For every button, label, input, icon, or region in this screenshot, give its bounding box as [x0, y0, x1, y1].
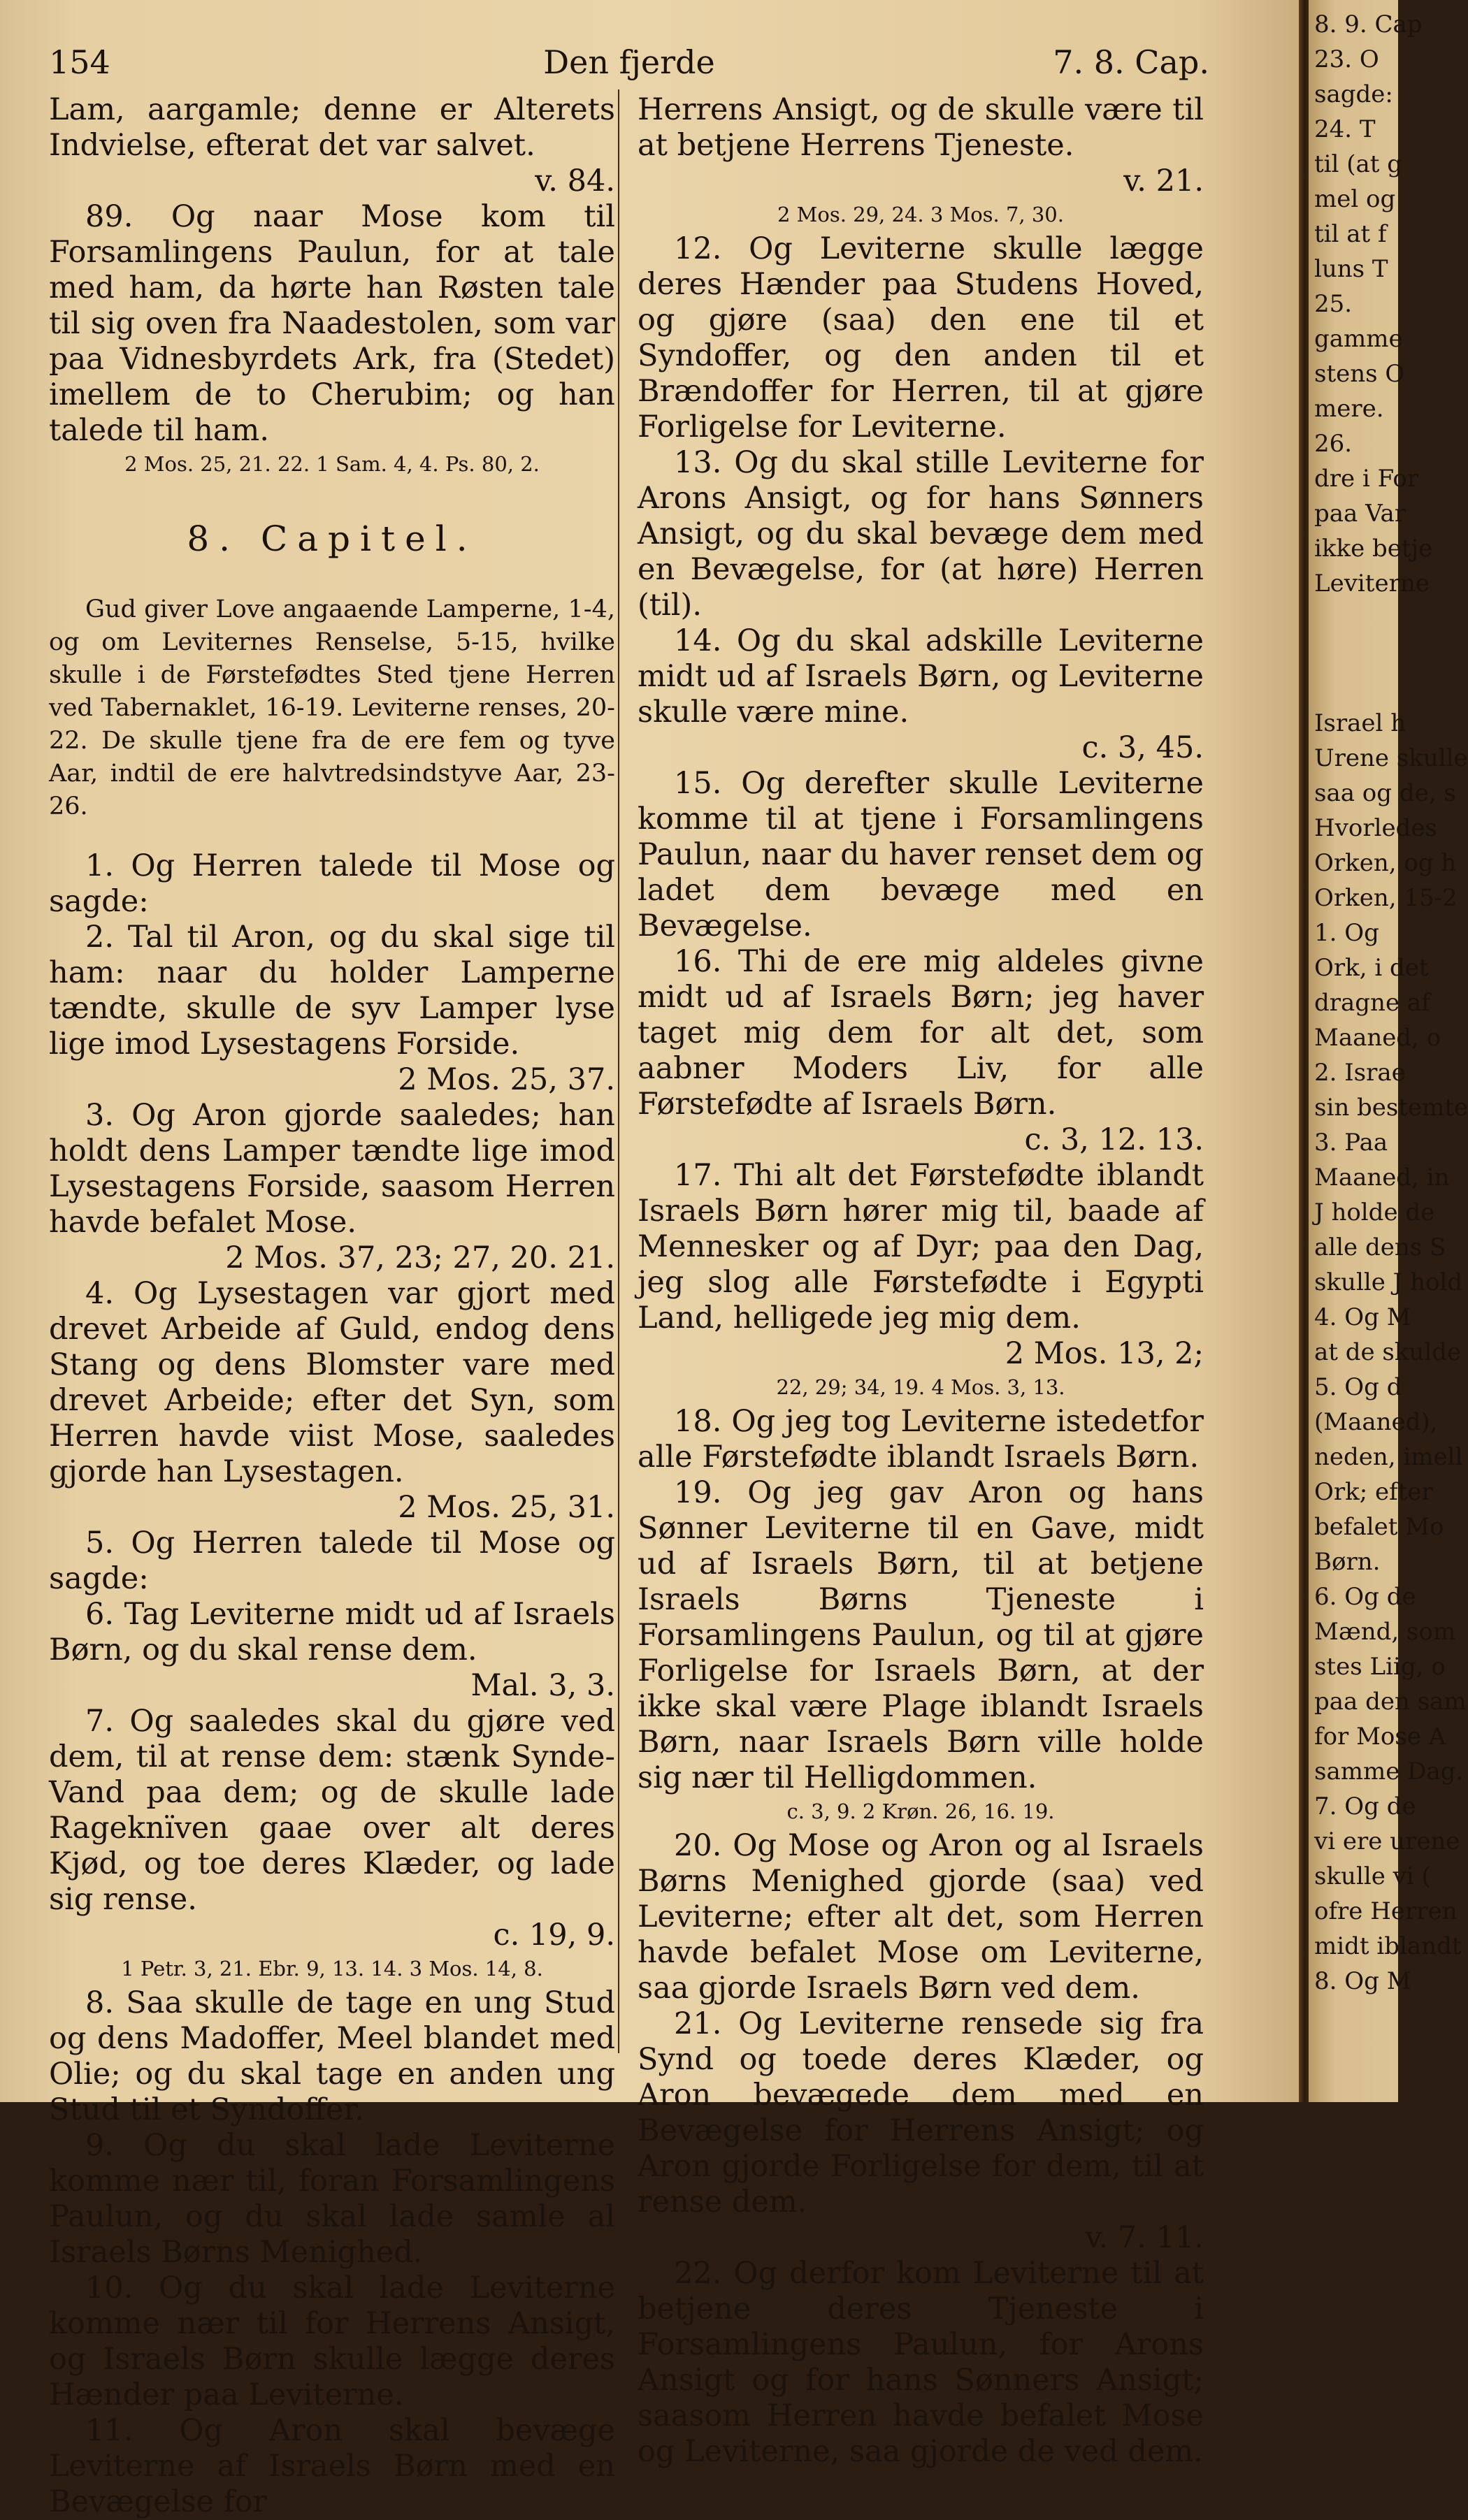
facing-page-line: midt iblandt [1314, 1932, 1462, 1960]
facing-page-line: paa Var [1314, 500, 1406, 528]
facing-page-line: stens O [1314, 360, 1405, 388]
verse-list [49, 1985, 615, 2520]
verse-text: 5. Og Herren talede til Mose og sagde: [49, 1526, 615, 1596]
verse-text: 2. Tal til Aron, og du skal sige til ham: naar du holder Lamperne tændte, skulle de syv Lamper lyse lige imod Lysestagens Forside. [49, 920, 615, 1062]
footnote-references: 2 Mos. 29, 24. 3 Mos. 7, 30. [777, 203, 1064, 226]
verse [49, 1704, 615, 1953]
verse-text: 6. Tag Leviterne midt ud af Israels Børn, og du skal rense dem. [49, 1597, 615, 1667]
verse [638, 1475, 1204, 1796]
facing-page-line: til (at g [1314, 150, 1402, 178]
facing-page-line: mere. [1314, 395, 1384, 423]
verse-list [638, 1828, 1204, 2470]
verse-text: 7. Og saaledes skal du gjøre ved dem, til at rense dem: stænk Synde-Vand paa dem; og de skulle lade Rageknïven gaae over alt deres Kjød, og toe deres Klæder, og lade sig rense. [49, 1704, 615, 1917]
verse-text: 12. Og Leviterne skulle lægge deres Hænder paa Studens Hoved, og gjøre (saa) den ene til et Syndoffer, og den anden til et Brændoffer for Herren, til at gjøre Forligelse for Leviterne. [638, 231, 1204, 444]
facing-page-line: Urene skulle [1314, 744, 1468, 772]
facing-page-line: 2. Israe [1314, 1059, 1406, 1087]
verse-text: 9. Og du skal lade Leviterne komme nær til, foran Forsamlingens Paulun, og du skal lade samle al Israels Børns Menighed. [49, 2128, 615, 2270]
facing-page-line: 8. Og M [1314, 1967, 1411, 1995]
facing-page-line: befalet Mo [1314, 1513, 1444, 1541]
facing-page-line: 4. Og M [1314, 1303, 1411, 1331]
verse-text: 10. Og du skal lade Leviterne komme nær til for Herrens Ansigt, og Israels Børn skulle lægge deres Hænder paa Leviterne. [49, 2271, 615, 2412]
verse [638, 2256, 1204, 2470]
facing-page-line: Børn. [1314, 1548, 1381, 1576]
verse-continuation: Herrens Ansigt, og de skulle være til at betjene Herrens Tjeneste. v. 21. [638, 92, 1204, 198]
footnote-references: 2 Mos. 25, 21. 22. 1 Sam. 4, 4. Ps. 80, 2. [124, 452, 540, 476]
verse [638, 2006, 1204, 2256]
cross-reference: v. 7. 11. [1085, 2220, 1204, 2255]
verse-text: 1. Og Herren talede til Mose og sagde: [49, 848, 615, 919]
facing-page-line: saa og de, s [1314, 779, 1456, 807]
verse [638, 1158, 1204, 1372]
footnote-references: c. 3, 9. 2 Krøn. 26, 16. 19. [786, 1800, 1055, 1823]
cross-reference: 2 Mos. 37, 23; 27, 20. 21. [225, 1240, 615, 1275]
facing-page-line: alle dens S [1314, 1233, 1446, 1261]
facing-page-line: Ork; efter [1314, 1478, 1433, 1506]
facing-page-line: 8. 9. Cap [1314, 10, 1423, 38]
verse-continuation: Lam, aargamle; denne er Alterets Indvielse, efterat det var salvet. v. 84. [49, 92, 615, 198]
verse [49, 1098, 615, 1276]
page-number: 154 [49, 43, 110, 81]
cross-reference: c. 3, 12. 13. [1024, 1122, 1204, 1157]
cross-reference: Mal. 3, 3. [470, 1668, 615, 1703]
verse [638, 944, 1204, 1158]
facing-page-line: gamme [1314, 325, 1403, 353]
verse-list [49, 848, 615, 1953]
verse [638, 1828, 1204, 2006]
verse-text: 4. Og Lysestagen var gjort med drevet Arbeide af Guld, endog dens Stang og dens Blomster vare med drevet Arbeide; efter det Syn, som Herren havde viist Mose, saaledes gjorde han Lysestagen. [49, 1276, 615, 1489]
facing-page-line: mel og [1314, 185, 1396, 213]
verse [638, 623, 1204, 766]
verse [638, 766, 1204, 944]
verse-text: 16. Thi de ere mig aldeles givne midt ud af Israels Børn; jeg haver taget mig dem for alt det, som aabner Moders Liv, for alle Førstefødte af Israels Børn. [638, 944, 1204, 1122]
verse-text: 14. Og du skal adskille Leviterne midt ud af Israels Børn, og Leviterne skulle være mine. [638, 623, 1204, 730]
facing-page-line: Orken, og h [1314, 849, 1457, 877]
verse [49, 2413, 615, 2520]
verse-list [638, 1404, 1204, 1796]
facing-page-line: Maaned, in [1314, 1164, 1450, 1192]
verse-text: 13. Og du skal stille Leviterne for Arons Ansigt, og for hans Sønners Ansigt, og du skal bevæge dem med en Bevægelse, for (at høre) Herren (til). [638, 445, 1204, 623]
facing-page-line: 6. Og de [1314, 1583, 1416, 1611]
facing-page-line: 3. Paa [1314, 1129, 1388, 1157]
cross-reference: c. 3, 45. [1081, 730, 1204, 765]
cross-reference: c. 19, 9. [493, 1918, 615, 1953]
footnote-references: 1 Petr. 3, 21. Ebr. 9, 13. 14. 3 Mos. 14, 8. [121, 1957, 543, 1980]
verse [638, 231, 1204, 445]
chapter-title: 8. Capitel. [187, 519, 477, 559]
facing-page-line: 1. Og [1314, 919, 1379, 947]
facing-page-line: 23. O [1314, 45, 1379, 73]
verse [49, 2271, 615, 2413]
verse-text: 21. Og Leviterne rensede sig fra Synd og toede deres Klæder, og Aron bevægede dem med en Bevægelse for Herrens Ansigt; og Aron gjorde Forligelse for dem, til at rense dem. [638, 2006, 1204, 2220]
facing-page-line: ofre Herren [1314, 1897, 1458, 1925]
facing-page-line: sin bestemte [1314, 1094, 1468, 1122]
facing-page-line: til at f [1314, 220, 1387, 248]
facing-page-line: Leviterne [1314, 570, 1430, 598]
verse [49, 1276, 615, 1526]
verse [49, 848, 615, 920]
verse-text: 20. Og Mose og Aron og al Israels Børns Menighed gjorde (saa) ved Leviterne; efter alt det, som Herren havde befalet Mose om Leviterne, saa gjorde Israels Børn ved dem. [638, 1828, 1204, 2006]
verse-text: 22. Og derfor kom Leviterne til at betjene deres Tjeneste i Forsamlingens Paulun, for Arons Ansigt og for hans Sønners Ansigt; saasom Herren havde befalet Mose og Leviterne, saa gjorde de ved dem. [638, 2256, 1204, 2469]
footnote-references: 22, 29; 34, 19. 4 Mos. 3, 13. [776, 1375, 1065, 1399]
book-spine [1299, 0, 1309, 2102]
facing-page-line: 25. [1314, 290, 1353, 318]
facing-page-line: 7. Og de [1314, 1793, 1416, 1820]
facing-page-line: vi ere urene [1314, 1827, 1460, 1855]
facing-page-line: Ork, i det [1314, 954, 1429, 982]
left-column [49, 92, 615, 2520]
facing-page-line: skulle vi ( [1314, 1862, 1431, 1890]
verse [49, 1985, 615, 2128]
facing-page-line: paa den sam [1314, 1688, 1467, 1716]
column-divider [618, 89, 619, 2053]
verse-text: 18. Og jeg tog Leviterne istedetfor alle Førstefødte iblandt Israels Børn. [638, 1404, 1204, 1475]
facing-page-line: stes Liig, o [1314, 1653, 1446, 1681]
facing-page-line: samme Dag. [1314, 1758, 1464, 1786]
verse [49, 1597, 615, 1704]
facing-page-line: at de skulde [1314, 1338, 1462, 1366]
facing-page-line: J holde de [1314, 1199, 1435, 1226]
verse [638, 445, 1204, 623]
verse [49, 2128, 615, 2271]
verse [638, 1404, 1204, 1475]
verse [49, 920, 615, 1098]
facing-page-line: sagde: [1314, 80, 1393, 108]
verse-text: 11. Og Aron skal bevæge Leviterne af Israels Børn med en Bevægelse for [49, 2413, 615, 2519]
cross-reference: 2 Mos. 25, 31. [398, 1490, 615, 1525]
verse-text: 19. Og jeg gav Aron og hans Sønner Leviterne til en Gave, midt ud af Israels Børn, til at betjene Israels Børns Tjeneste i Forsamlingens Paulun, og til at gjøre Forligelse for Israels Børn, at der ikke skal være Plage iblandt Israels Børn, naar Israels Børn ville holde sig nær til Helligdommen. [638, 1475, 1204, 1795]
verse-text: 8. Saa skulle de tage en ung Stud og dens Madoffer, Meel blandet med Olie; og du skal tage en anden ung Stud til et Syndoffer. [49, 1985, 615, 2127]
facing-page-line: ikke betje [1314, 535, 1433, 563]
facing-page-line: skulle J hold [1314, 1268, 1463, 1296]
cross-reference: 2 Mos. 13, 2; [1005, 1336, 1204, 1371]
facing-page-line: neden, imell [1314, 1443, 1463, 1471]
facing-page-line: dre i For [1314, 465, 1419, 493]
chapter-reference: 7. 8. Cap. [1053, 43, 1209, 81]
verse-text: 17. Thi alt det Førstefødte iblandt Israels Børn hører mig til, baade af Mennesker og af Dyr; paa den Dag, jeg slog alle Førstefødte i Egypti Land, helligede jeg mig dem. [638, 1158, 1204, 1335]
running-title: Den fjerde [543, 43, 715, 81]
facing-page-line: Israel h [1314, 709, 1406, 737]
cross-reference: 2 Mos. 25, 37. [398, 1062, 615, 1097]
facing-page-top-lines [1309, 0, 1433, 601]
running-header [49, 43, 1209, 85]
facing-page-line: luns T [1314, 255, 1388, 283]
facing-page-bottom-lines [1309, 706, 1468, 1999]
facing-page-line: Maaned, o [1314, 1024, 1441, 1052]
facing-page-edge [1309, 0, 1468, 2102]
facing-page-line: 26. [1314, 430, 1353, 458]
right-column [638, 92, 1204, 2470]
verse-list [638, 231, 1204, 1372]
verse-text: 15. Og derefter skulle Leviterne komme til at tjene i Forsamlingens Paulun, naar du haver renset dem og ladet dem bevæge med en Bevægelse. [638, 766, 1204, 943]
facing-page-line: 5. Og d [1314, 1373, 1402, 1401]
verse-89: 89. Og naar Mose kom til Forsamlingens Paulun, for at tale med ham, da hørte han Røsten tale til sig oven fra Naadestolen, som var paa Vidnesbyrdets Ark, fra (Stedet) imellem de to Cherubim; og han talede til ham. [49, 199, 615, 448]
cross-reference: v. 84. [535, 164, 615, 198]
verse-text: 3. Og Aron gjorde saaledes; han holdt dens Lamper tændte lige imod Lysestagens Forside, saasom Herren havde befalet Mose. [49, 1098, 615, 1240]
facing-page-line: Orken, 15-2 [1314, 884, 1458, 912]
facing-page-line: (Maaned), [1314, 1408, 1438, 1436]
facing-page-line: Hvorledes [1314, 814, 1437, 842]
chapter-summary: Gud giver Love angaaende Lamperne, 1-4, og om Leviternes Renselse, 5-15, hvilke skulle i de Førstefødtes Sted tjene Herren ved Tabernaklet, 16-19. Leviterne renses, 20-22. De skulle tjene fra de ere fem og tyve Aar, indtil de ere halvtredsindstyve Aar, 23-26. [49, 595, 615, 820]
facing-page-line: Mænd, som [1314, 1618, 1456, 1646]
facing-page-line: for Mose A [1314, 1723, 1446, 1751]
facing-page-line: dragne af [1314, 989, 1430, 1017]
facing-page-line: 24. T [1314, 115, 1376, 143]
cross-reference: v. 21. [1123, 164, 1204, 198]
verse [49, 1526, 615, 1597]
